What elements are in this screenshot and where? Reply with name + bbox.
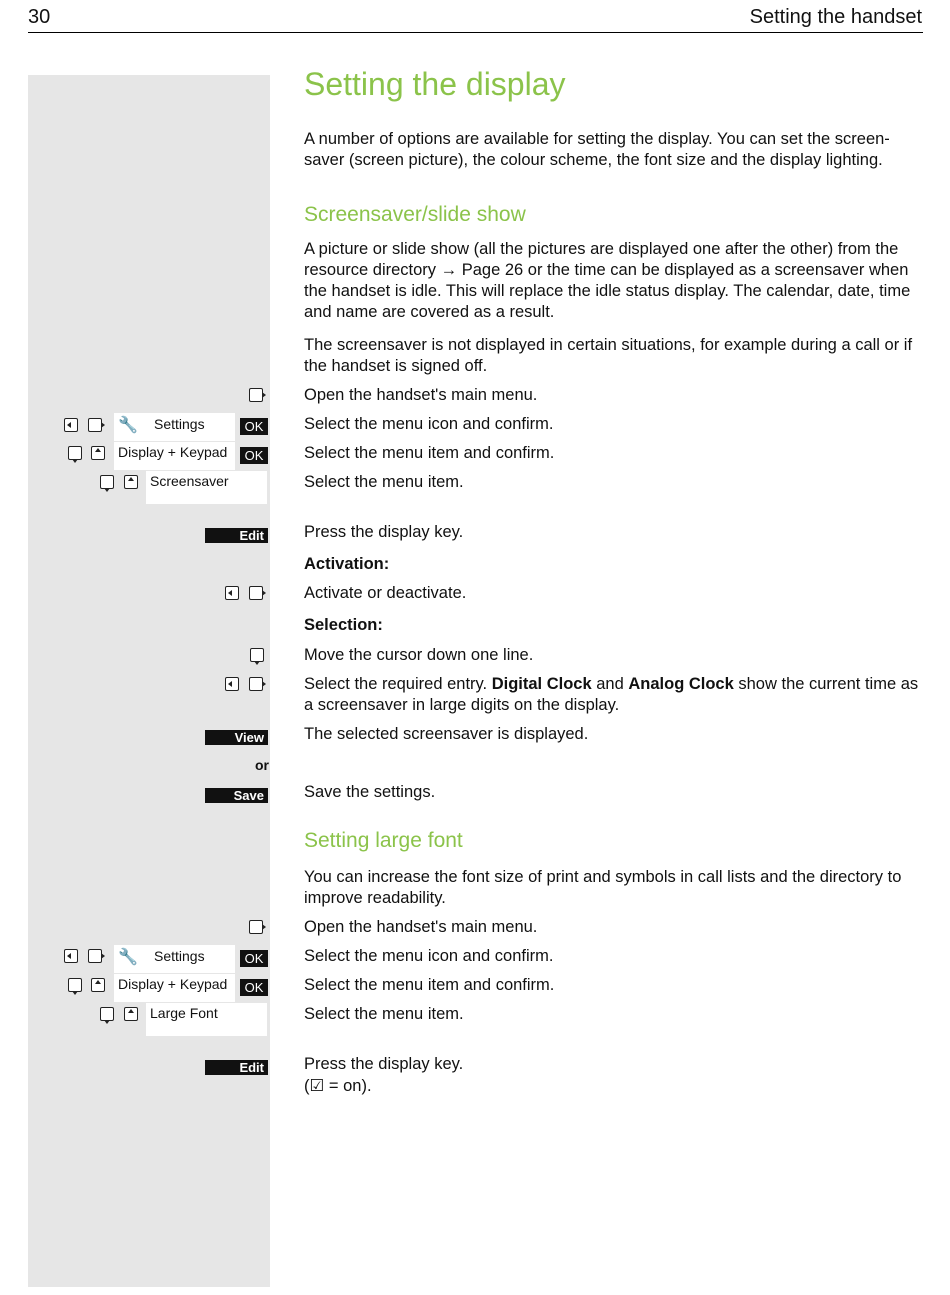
menu-screensaver: Screensaver [146, 471, 267, 504]
header-rule [28, 32, 923, 33]
large-font-para: You can increase the font size of print and symbols in call lists and the directory to improve readability. [304, 868, 902, 907]
nav-up-icon [91, 978, 105, 992]
nav-down-icon [100, 475, 114, 489]
save-text: Save the settings. [304, 783, 436, 801]
edit-key[interactable]: Edit [205, 1060, 268, 1075]
section-heading-screensaver: Screensaver/slide show [304, 203, 526, 226]
ok-button[interactable]: OK [240, 950, 268, 967]
step-select-item-2: Select the menu item. [304, 473, 464, 491]
nav-up-icon [124, 475, 138, 489]
menu-display-keypad: Display + Keypad [114, 974, 235, 1002]
menu-key-icon [249, 388, 263, 402]
nav-up-icon [124, 1007, 138, 1021]
menu-settings-label: Settings [154, 948, 205, 964]
menu-display-keypad: Display + Keypad [114, 442, 235, 470]
nav-right-icon [88, 418, 102, 432]
nav-up-icon [91, 446, 105, 460]
section-title: Setting the handset [749, 6, 922, 28]
wrench-icon: 🔧 [118, 949, 138, 966]
nav-down-icon [100, 1007, 114, 1021]
edit-key[interactable]: Edit [205, 528, 268, 543]
step-press-key: Press the display key. [304, 523, 464, 541]
activation-text: Activate or deactivate. [304, 584, 467, 602]
screensaver-para-2: The screensaver is not displayed in certain situations, for example during a call or if the handset is signed off. [304, 336, 913, 375]
menu-settings-label: Settings [154, 416, 205, 432]
nav-right-icon [88, 949, 102, 963]
step-select-item: Select the menu item and confirm. [304, 976, 555, 994]
menu-settings [114, 945, 235, 973]
page-number: 30 [28, 6, 51, 28]
step-select-item-2: Select the menu item. [304, 1005, 464, 1023]
nav-left-icon [225, 586, 239, 600]
checkbox-checked-icon: ☑ [309, 1077, 325, 1095]
ok-button[interactable]: OK [240, 418, 268, 435]
nav-left-icon [64, 418, 78, 432]
nav-right-icon [249, 586, 263, 600]
page-title: Setting the display [304, 66, 566, 102]
nav-down-icon [68, 978, 82, 992]
activation-label: Activation: [304, 555, 390, 573]
nav-right-icon [249, 677, 263, 691]
selection-label: Selection: [304, 616, 383, 634]
ok-button[interactable]: OK [240, 979, 268, 996]
view-text: The selected screensaver is displayed. [304, 725, 589, 743]
cursor-text: Move the cursor down one line. [304, 646, 534, 664]
step-select-item: Select the menu item and confirm. [304, 444, 555, 462]
view-key[interactable]: View [205, 730, 268, 745]
entry-text: Select the required entry. Digital Clock and Analog Clock show the current time as a screensaver in large digits on the display. [304, 675, 919, 714]
wrench-icon: 🔧 [118, 417, 138, 434]
nav-down-icon [250, 648, 264, 662]
save-key[interactable]: Save [205, 788, 268, 803]
or-label: or [255, 757, 269, 773]
step-press-key: Press the display key. [304, 1055, 464, 1073]
step-select-icon: Select the menu icon and confirm. [304, 947, 554, 965]
step-select-icon: Select the menu icon and confirm. [304, 415, 554, 433]
nav-down-icon [68, 446, 82, 460]
ok-button[interactable]: OK [240, 447, 268, 464]
section-heading-large-font: Setting large font [304, 829, 463, 852]
step-open-menu: Open the handset's main menu. [304, 918, 538, 936]
menu-large-font: Large Font [146, 1003, 267, 1036]
menu-key-icon [249, 920, 263, 934]
step-open-menu: Open the handset's main menu. [304, 386, 538, 404]
menu-settings [114, 413, 235, 441]
nav-left-icon [64, 949, 78, 963]
screensaver-para-1: A picture or slide show (all the pictures are displayed one after the other) from the resource directory → Page 26 or the time can be displayed as a screensaver when the handset is idle. This will replace the idle status display. The calendar, date, time and name are covered as a result. [304, 240, 911, 321]
intro-text: A number of options are available for setting the display. You can set the screen-saver (screen picture), the colour scheme, the font size and the display lighting. [304, 130, 890, 169]
nav-left-icon [225, 677, 239, 691]
on-note: (☑ = on). [304, 1077, 372, 1095]
